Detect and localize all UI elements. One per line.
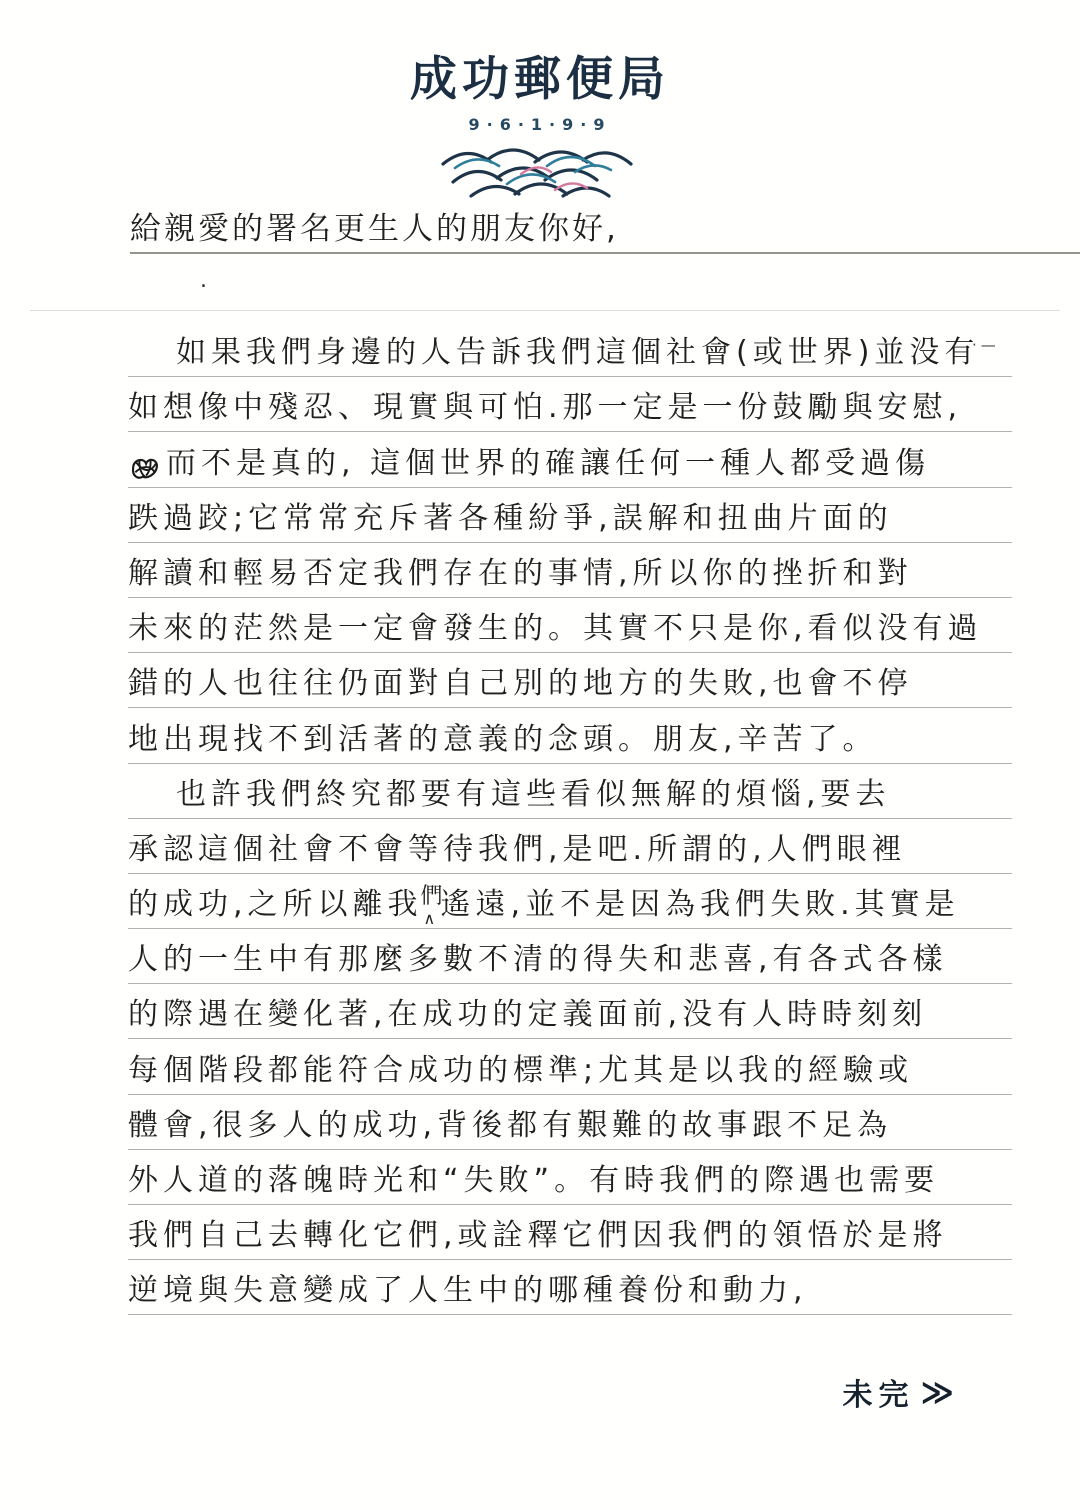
line-text: 如果我們身邊的人告訴我們這個社會(或世界)並没有 xyxy=(176,335,980,371)
letter-line xyxy=(128,377,1012,432)
letter-line xyxy=(128,1260,1012,1315)
letter-body xyxy=(128,322,1012,1315)
letter-line xyxy=(128,764,1012,819)
letter-line xyxy=(128,819,1012,874)
line-text: 解讀和輕易否定我們存在的事情,所以你的挫折和對 xyxy=(128,555,913,591)
line-text: 錯的人也往往仍面對自己別的地方的失敗,也會不停 xyxy=(128,666,913,702)
line-text: 外人道的落魄時光和“失敗”。有時我們的際遇也需要 xyxy=(128,1163,940,1198)
letter-line xyxy=(128,543,1012,598)
line-text: 的成功,之所以離我 xyxy=(128,887,423,923)
margin-mark: ·— xyxy=(972,336,1000,354)
letter-line xyxy=(128,984,1012,1039)
post-office-title: 成功郵便局 xyxy=(410,52,670,107)
letter-line xyxy=(128,1095,1012,1150)
letter-line xyxy=(128,432,1012,487)
waves-stamp-icon xyxy=(0,138,1080,208)
letter-line xyxy=(128,1039,1012,1094)
salutation-line: 給親愛的署名更生人的朋友你好, xyxy=(130,202,1080,254)
header xyxy=(0,42,1080,208)
letter-line xyxy=(128,653,1012,708)
letter-line xyxy=(128,322,1012,377)
line-text: 未來的茫然是一定會發生的。其實不只是你,看似没有過 xyxy=(128,611,983,647)
footer-continued xyxy=(843,1370,955,1414)
insert-caret-icon: ∧ xyxy=(423,909,436,929)
line-text: 我們自己去轉化它們,或詮釋它們因我們的領悟於是將 xyxy=(128,1218,948,1254)
letter-line xyxy=(128,708,1012,763)
continued-chevron-icon: ≫ xyxy=(920,1373,954,1411)
line-text: 的際遇在變化著,在成功的定義面前,没有人時時刻刻 xyxy=(128,997,928,1033)
line-text: 地出現找不到活著的意義的念頭。朋友,辛苦了。 xyxy=(128,721,878,757)
line-text: 承認這個社會不會等待我們,是吧.所謂的,人們眼裡 xyxy=(128,831,907,867)
inserted-char-glyph: 們 xyxy=(420,884,443,910)
line-text: 而不是真的, 這個世界的確讓任何一種人都受過傷 xyxy=(166,445,931,481)
letter-line xyxy=(128,929,1012,984)
line-text: 體會,很多人的成功,背後都有艱難的故事跟不足為 xyxy=(128,1107,893,1143)
line-text: 人的一生中有那麼多數不清的得失和悲喜,有各式各樣 xyxy=(128,942,948,978)
letter-line xyxy=(128,488,1012,543)
continued-label: 未完 xyxy=(842,1378,915,1413)
letter-line xyxy=(128,1150,1012,1205)
post-office-code: 9·6·1·9·9 xyxy=(468,115,612,134)
line-text: 也許我們終究都要有這些看似無解的煩惱,要去 xyxy=(176,776,891,812)
stray-dot: . xyxy=(200,268,207,293)
line-text: 如想像中殘忍、現實與可怕.那一定是一份鼓勵與安慰, xyxy=(128,390,963,426)
letter-line xyxy=(128,874,1012,929)
letter-line xyxy=(128,1205,1012,1260)
line-text: 逆境與失意變成了人生中的哪種養份和動力, xyxy=(128,1273,808,1309)
line-text: 跌過跤;它常常充斥著各種紛爭,誤解和扭曲片面的 xyxy=(128,500,893,536)
letter-line xyxy=(128,598,1012,653)
line-text: 每個階段都能符合成功的標準;尤其是以我的經驗或 xyxy=(128,1052,914,1088)
line-text: 遙遠,並不是因為我們失敗.其實是 xyxy=(440,887,960,923)
scribbled-out-character-icon xyxy=(128,454,162,482)
ruled-line xyxy=(30,310,1060,311)
